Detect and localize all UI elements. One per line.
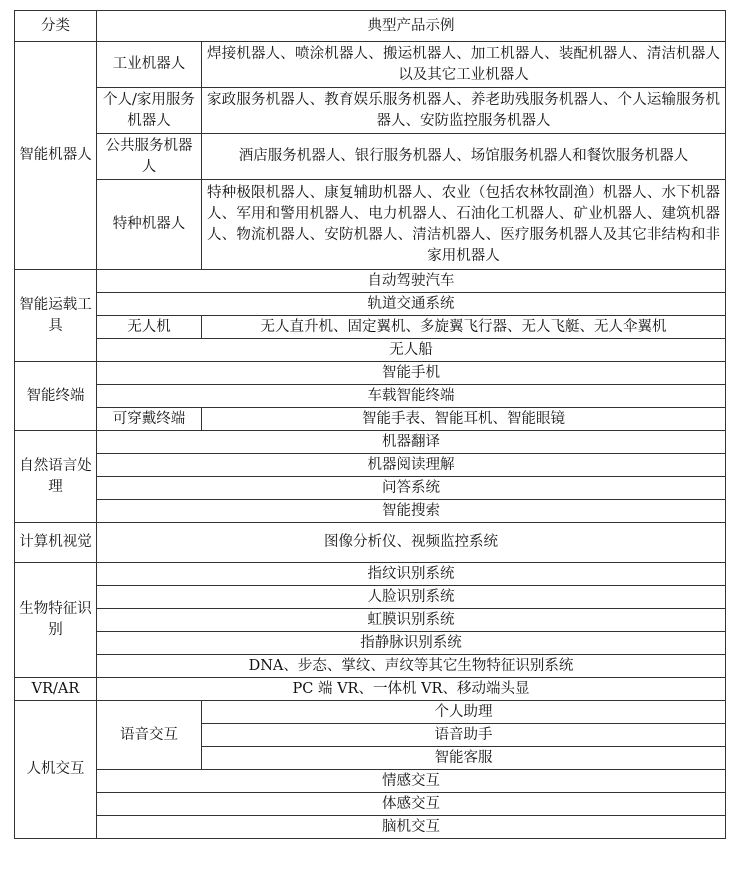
examples-cell: 自动驾驶汽车 xyxy=(97,270,726,293)
table-row xyxy=(15,42,726,88)
examples-cell: 脑机交互 xyxy=(97,816,726,839)
table-row xyxy=(15,793,726,816)
header-category: 分类 xyxy=(15,11,97,42)
table-row xyxy=(15,180,726,270)
examples-cell: 个人助理 xyxy=(202,701,726,724)
examples-cell: 无人直升机、固定翼机、多旋翼飞行器、无人飞艇、无人伞翼机 xyxy=(202,316,726,339)
subcategory-cell: 工业机器人 xyxy=(97,42,202,88)
examples-cell: 智能搜索 xyxy=(97,500,726,523)
table-row xyxy=(15,339,726,362)
table-row xyxy=(15,678,726,701)
examples-cell: 智能手表、智能耳机、智能眼镜 xyxy=(202,408,726,431)
table-row xyxy=(15,500,726,523)
table-row xyxy=(15,701,726,724)
header-examples: 典型产品示例 xyxy=(97,11,726,42)
table-header-row xyxy=(15,11,726,42)
category-cell: 人机交互 xyxy=(15,701,97,839)
examples-cell: 特种极限机器人、康复辅助机器人、农业（包括农林牧副渔）机器人、水下机器人、军用和警用机器人、电力机器人、石油化工机器人、矿业机器人、建筑机器人、物流机器人、安防机器人、清洁机器人、医疗服务机器人及其它非结构和非家用机器人 xyxy=(202,180,726,270)
category-cell: 生物特征识别 xyxy=(15,563,97,678)
subcategory-cell: 个人/家用服务机器人 xyxy=(97,88,202,134)
table-row xyxy=(15,431,726,454)
category-cell: 智能运载工具 xyxy=(15,270,97,362)
examples-cell: 车载智能终端 xyxy=(97,385,726,408)
table-row xyxy=(15,408,726,431)
category-cell: 自然语言处理 xyxy=(15,431,97,523)
table-row xyxy=(15,563,726,586)
examples-cell: 指静脉识别系统 xyxy=(97,632,726,655)
table-row xyxy=(15,816,726,839)
examples-cell: 人脸识别系统 xyxy=(97,586,726,609)
examples-cell: 机器阅读理解 xyxy=(97,454,726,477)
examples-cell: DNA、步态、掌纹、声纹等其它生物特征识别系统 xyxy=(97,655,726,678)
examples-cell: 机器翻译 xyxy=(97,431,726,454)
category-cell: 智能机器人 xyxy=(15,42,97,270)
examples-cell: 指纹识别系统 xyxy=(97,563,726,586)
table-row xyxy=(15,523,726,563)
category-cell: 计算机视觉 xyxy=(15,523,97,563)
examples-cell: 情感交互 xyxy=(97,770,726,793)
table-row xyxy=(15,316,726,339)
subcategory-cell: 可穿戴终端 xyxy=(97,408,202,431)
examples-cell: 焊接机器人、喷涂机器人、搬运机器人、加工机器人、装配机器人、清洁机器人以及其它工业机器人 xyxy=(202,42,726,88)
table-row xyxy=(15,134,726,180)
examples-cell: 语音助手 xyxy=(202,724,726,747)
table-row xyxy=(15,454,726,477)
examples-cell: 体感交互 xyxy=(97,793,726,816)
examples-cell: 智能客服 xyxy=(202,747,726,770)
table-row xyxy=(15,385,726,408)
table-row xyxy=(15,270,726,293)
ai-product-category-table xyxy=(14,10,726,839)
examples-cell: 酒店服务机器人、银行服务机器人、场馆服务机器人和餐饮服务机器人 xyxy=(202,134,726,180)
table-row xyxy=(15,609,726,632)
table-row xyxy=(15,293,726,316)
table-row xyxy=(15,586,726,609)
examples-cell: 轨道交通系统 xyxy=(97,293,726,316)
subcategory-cell: 公共服务机器人 xyxy=(97,134,202,180)
subcategory-cell: 特种机器人 xyxy=(97,180,202,270)
table-row xyxy=(15,362,726,385)
table-row xyxy=(15,655,726,678)
examples-cell: 家政服务机器人、教育娱乐服务机器人、养老助残服务机器人、个人运输服务机器人、安防监控服务机器人 xyxy=(202,88,726,134)
table-row xyxy=(15,632,726,655)
examples-cell: 图像分析仪、视频监控系统 xyxy=(97,523,726,563)
subcategory-cell: 语音交互 xyxy=(97,701,202,770)
subcategory-cell: 无人机 xyxy=(97,316,202,339)
category-cell: 智能终端 xyxy=(15,362,97,431)
examples-cell: 智能手机 xyxy=(97,362,726,385)
examples-cell: PC 端 VR、一体机 VR、移动端头显 xyxy=(97,678,726,701)
examples-cell: 虹膜识别系统 xyxy=(97,609,726,632)
table-row xyxy=(15,88,726,134)
examples-cell: 问答系统 xyxy=(97,477,726,500)
table-row xyxy=(15,477,726,500)
examples-cell: 无人船 xyxy=(97,339,726,362)
category-cell: VR/AR xyxy=(15,678,97,701)
table-row xyxy=(15,770,726,793)
